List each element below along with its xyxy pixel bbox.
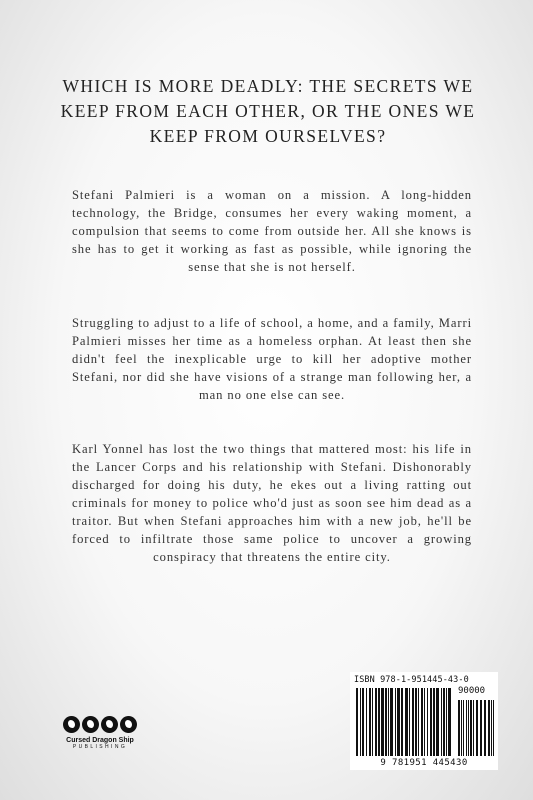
addon-bar [463,700,464,756]
barcode [350,672,498,770]
blurb-paragraph-3: Karl Yonnel has lost the two things that mattered most: his life in the Lancer Corps and his relationship with Stefani. Dishonorably discharged for doing his duty, he ekes out a living ratting out criminals for money to police who'd just as soon see him dead as a traitor. But when Stefani approaches him with a new job, he'll be forced to infiltrate those same police to uncover a growing conspiracy that threatens the entire city. [72,442,472,564]
barcode-bar [375,688,377,756]
barcode-bar [381,688,384,756]
barcode-bar [409,688,410,756]
barcode-bar [390,688,393,756]
cover-headline: WHICH IS MORE DEADLY: THE SECRETS WE KEEP FROM EACH OTHER, OR THE ONES WE KEEP FROM OURSELVES? [60,76,476,146]
addon-bar [493,700,494,756]
barcode-digits: 9 781951 445430 [380,758,468,768]
barcode-bar [397,688,400,756]
barcode-bar [433,688,435,756]
addon-bar [473,700,474,756]
barcode-bar [405,688,408,756]
blurb-paragraph-1: Stefani Palmieri is a woman on a mission. A long-hidden technology, the Bridge, consumes her every waking moment, a compulsion that seems to come from outside her. All she knows is she has to get it working as fast as possible, while ignoring the sense that she is not herself. [72,188,472,274]
barcode-bar [446,688,447,756]
addon-bar [488,700,490,756]
addon-bar [491,700,492,756]
barcode-bar [395,688,396,756]
barcode-bar [436,688,439,756]
barcode-bar [388,688,389,756]
barcode-bar [448,688,451,756]
price-code: 90000 [458,686,486,696]
addon-bar [466,700,467,756]
publisher-logo [58,716,142,772]
publisher-name: Cursed Dragon Ship [66,737,134,744]
barcode-bar [401,688,403,756]
addon-bar [461,700,462,756]
barcode-bar [372,688,373,756]
barcode-bars [356,688,496,758]
barcode-bar [360,688,361,756]
barcode-bar [418,688,419,756]
barcode-bar [385,688,387,756]
dragon-ship-logo-icon [58,716,142,733]
barcode-bar [421,688,423,756]
addon-bar [484,700,486,756]
publisher-sub: PUBLISHING [72,744,128,750]
barcode-bar [366,688,367,756]
addon-bar [458,700,460,756]
barcode-bar [441,688,442,756]
addon-bar [468,700,469,756]
addon-bar [476,700,478,756]
barcode-bar [443,688,445,756]
isbn-label: ISBN 978-1-951445-43-0 [354,675,469,685]
barcode-bar [424,688,425,756]
barcode-bar [412,688,414,756]
addon-bar [470,700,472,756]
barcode-bar [362,688,364,756]
barcode-bar [378,688,380,756]
barcode-bar [369,688,371,756]
barcode-bar [415,688,417,756]
barcode-bar [430,688,432,756]
addon-bar [480,700,482,756]
blurb-paragraph-2: Struggling to adjust to a life of school, a home, and a family, Marri Palmieri misses her time as a homeless orphan. At least then she didn't feel the inexplicable urge to kill her adoptive mother Stefani, nor did she have visions of a strange man following her, a man no one else can see. [72,316,472,402]
barcode-bar [356,688,358,756]
barcode-bar [427,688,428,756]
